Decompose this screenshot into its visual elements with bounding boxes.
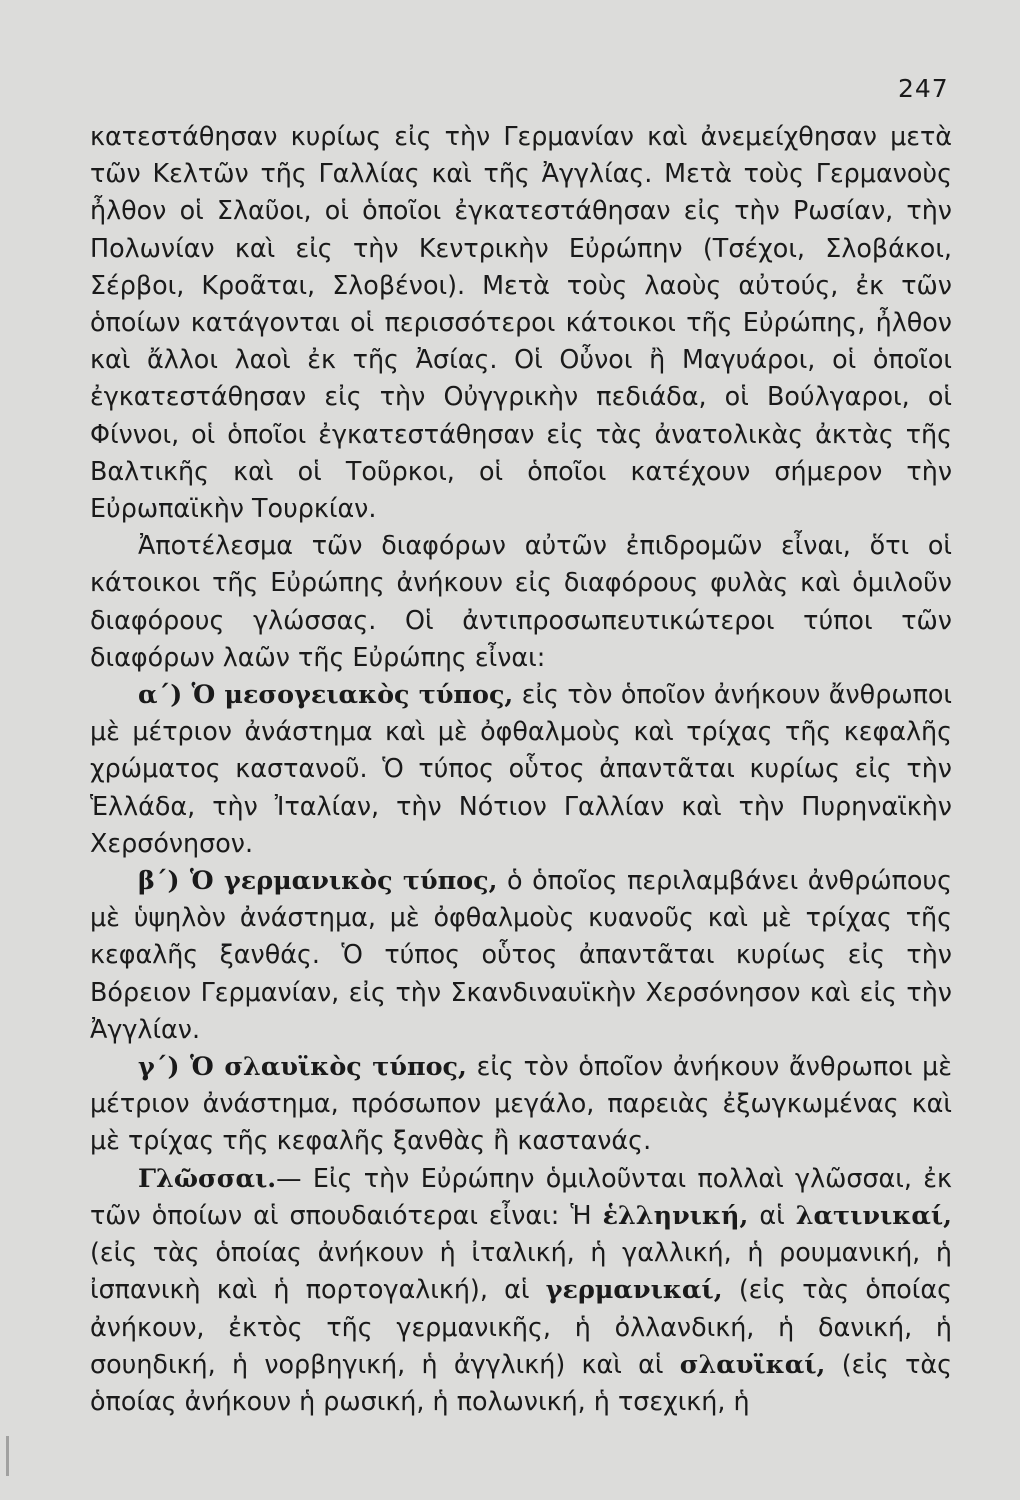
paragraph-germanic-type xyxy=(90,862,952,1048)
germanic-type-label: β΄) Ὁ γερμανικὸς τύπος, xyxy=(138,865,498,896)
mediterranean-type-text: εἰς τὸν ὁποῖον ἀνήκουν ἄνθρωποι μὲ μέτριον ἀνάστημα καὶ μὲ ὀφθαλμοὺς καὶ τρίχας τῆς κεφαλῆς χρώματος καστανοῦ. Ὁ τύπος οὗτος ἀπαντᾶται κυρίως εἰς τὴν Ἑλλάδα, τὴν Ἰταλίαν, τὴν Νότιον Γαλλίαν καὶ τὴν Πυρηναϊκὴν Χερσόνησον. xyxy=(90,679,953,858)
languages-text-5: (εἰς τὰς ὁποίας ἀνήκουν ἡ ρωσική, ἡ πολωνική, ἡ τσεχική, ἡ xyxy=(90,1348,953,1416)
paragraph-languages xyxy=(90,1160,952,1420)
page-number: 247 xyxy=(898,74,949,103)
paragraph-slavic-type xyxy=(90,1048,952,1160)
languages-text-4: (εἰς τὰς ὁποίας ἀνήκουν, ἐκτὸς τῆς γερμανικῆς, ἡ ὀλλανδική, ἡ δανική, ἡ σουηδική, ἡ νορβηγική, ἡ ἀγγλική) καὶ αἱ xyxy=(90,1274,952,1379)
language-latin: λατινικαί, xyxy=(795,1199,952,1230)
language-greek: ἑλληνική, xyxy=(602,1199,749,1230)
germanic-type-text: ὁ ὁποῖος περιλαμβάνει ἀνθρώπους μὲ ὑψηλὸν ἀνάστημα, μὲ ὀφθαλμοὺς κυανοῦς καὶ μὲ τρίχας τῆς κεφαλῆς ξανθάς. Ὁ τύπος οὗτος ἀπαντᾶται κυρίως εἰς τὴν Βόρειον Γερμανίαν, εἰς τὴν Σκανδιναυϊκὴν Χερσόνησον καὶ εἰς τὴν Ἀγγλίαν. xyxy=(90,865,953,1044)
languages-heading: Γλῶσσαι. xyxy=(138,1162,277,1193)
language-germanic: γερμανικαί, xyxy=(545,1274,723,1305)
mediterranean-type-label: α΄) Ὁ μεσογειακὸς τύπος, xyxy=(138,679,514,710)
paragraph-result: Ἀποτέλεσμα τῶν διαφόρων αὐτῶν ἐπιδρομῶν εἶναι, ὅτι οἱ κάτοικοι τῆς Εὐρώπης ἀνήκουν εἰς διαφόρους φυλὰς καὶ ὁμιλοῦν διαφόρους γλώσσας. Οἱ ἀντιπροσωπευτικώτεροι τύποι τῶν διαφόρων λαῶν τῆς Εὐρώπης εἶναι: xyxy=(90,530,952,672)
languages-text-1: — Εἰς τὴν Εὐρώπην ὁμιλοῦνται πολλαὶ γλῶσσαι, ἐκ τῶν ὁποίων αἱ σπουδαιότεραι εἶναι: Ἡ xyxy=(90,1162,952,1230)
slavic-type-text: εἰς τὸν ὁποῖον ἀνήκουν ἄνθρωποι μὲ μέτριον ἀνάστημα, πρόσωπον μεγάλο, παρειὰς ἐξωγκωμένας καὶ μὲ τρίχας τῆς κεφαλῆς ξανθὰς ἢ καστανάς. xyxy=(90,1051,952,1156)
scan-edge-mark xyxy=(6,1436,9,1476)
paragraph-mediterranean-type xyxy=(90,676,952,862)
page-body xyxy=(90,118,952,1420)
paragraph-peoples: κατεστάθησαν κυρίως εἰς τὴν Γερμανίαν καὶ ἀνεμείχθησαν μετὰ τῶν Κελτῶν τῆς Γαλλίας καὶ τῆς Ἀγγλίας. Μετὰ τοὺς Γερμανοὺς ἦλθον οἱ Σλαῦοι, οἱ ὁποῖοι ἐγκατεστάθησαν εἰς τὴν Ρωσίαν, τὴν Πολωνίαν καὶ εἰς τὴν Κεντρικὴν Εὐρώπην (Τσέχοι, Σλοβάκοι, Σέρβοι, Κροᾶται, Σλοβένοι). Μετὰ τοὺς λαοὺς αὐτούς, ἐκ τῶν ὁποίων κατάγονται οἱ περισσότεροι κάτοικοι τῆς Εὐρώπης, ἦλθον καὶ ἄλλοι λαοὶ ἐκ τῆς Ἀσίας. Οἱ Οὖνοι ἢ Μαγυάροι, οἱ ὁποῖοι ἐγκατεστάθησαν εἰς τὴν Οὐγγρικὴν πεδιάδα, οἱ Βούλγαροι, οἱ Φίννοι, οἱ ὁποῖοι ἐγκατεστάθησαν εἰς τὰς ἀνατολικὰς ἀκτὰς τῆς Βαλτικῆς καὶ οἱ Τοῦρκοι, οἱ ὁποῖοι κατέχουν σήμερον τὴν Εὐρωπαϊκὴν Τουρκίαν. xyxy=(90,121,952,524)
language-slavic: σλαυϊκαί, xyxy=(679,1348,826,1379)
slavic-type-label: γ΄) Ὁ σλαυϊκὸς τύπος, xyxy=(138,1051,467,1082)
languages-text-2: αἱ xyxy=(759,1199,785,1230)
languages-text-3: (εἰς τὰς ὁποίας ἀνήκουν ἡ ἰταλική, ἡ γαλλική, ἡ ρουμανική, ἡ ἰσπανικὴ καὶ ἡ πορτογαλική), αἱ xyxy=(90,1237,952,1305)
